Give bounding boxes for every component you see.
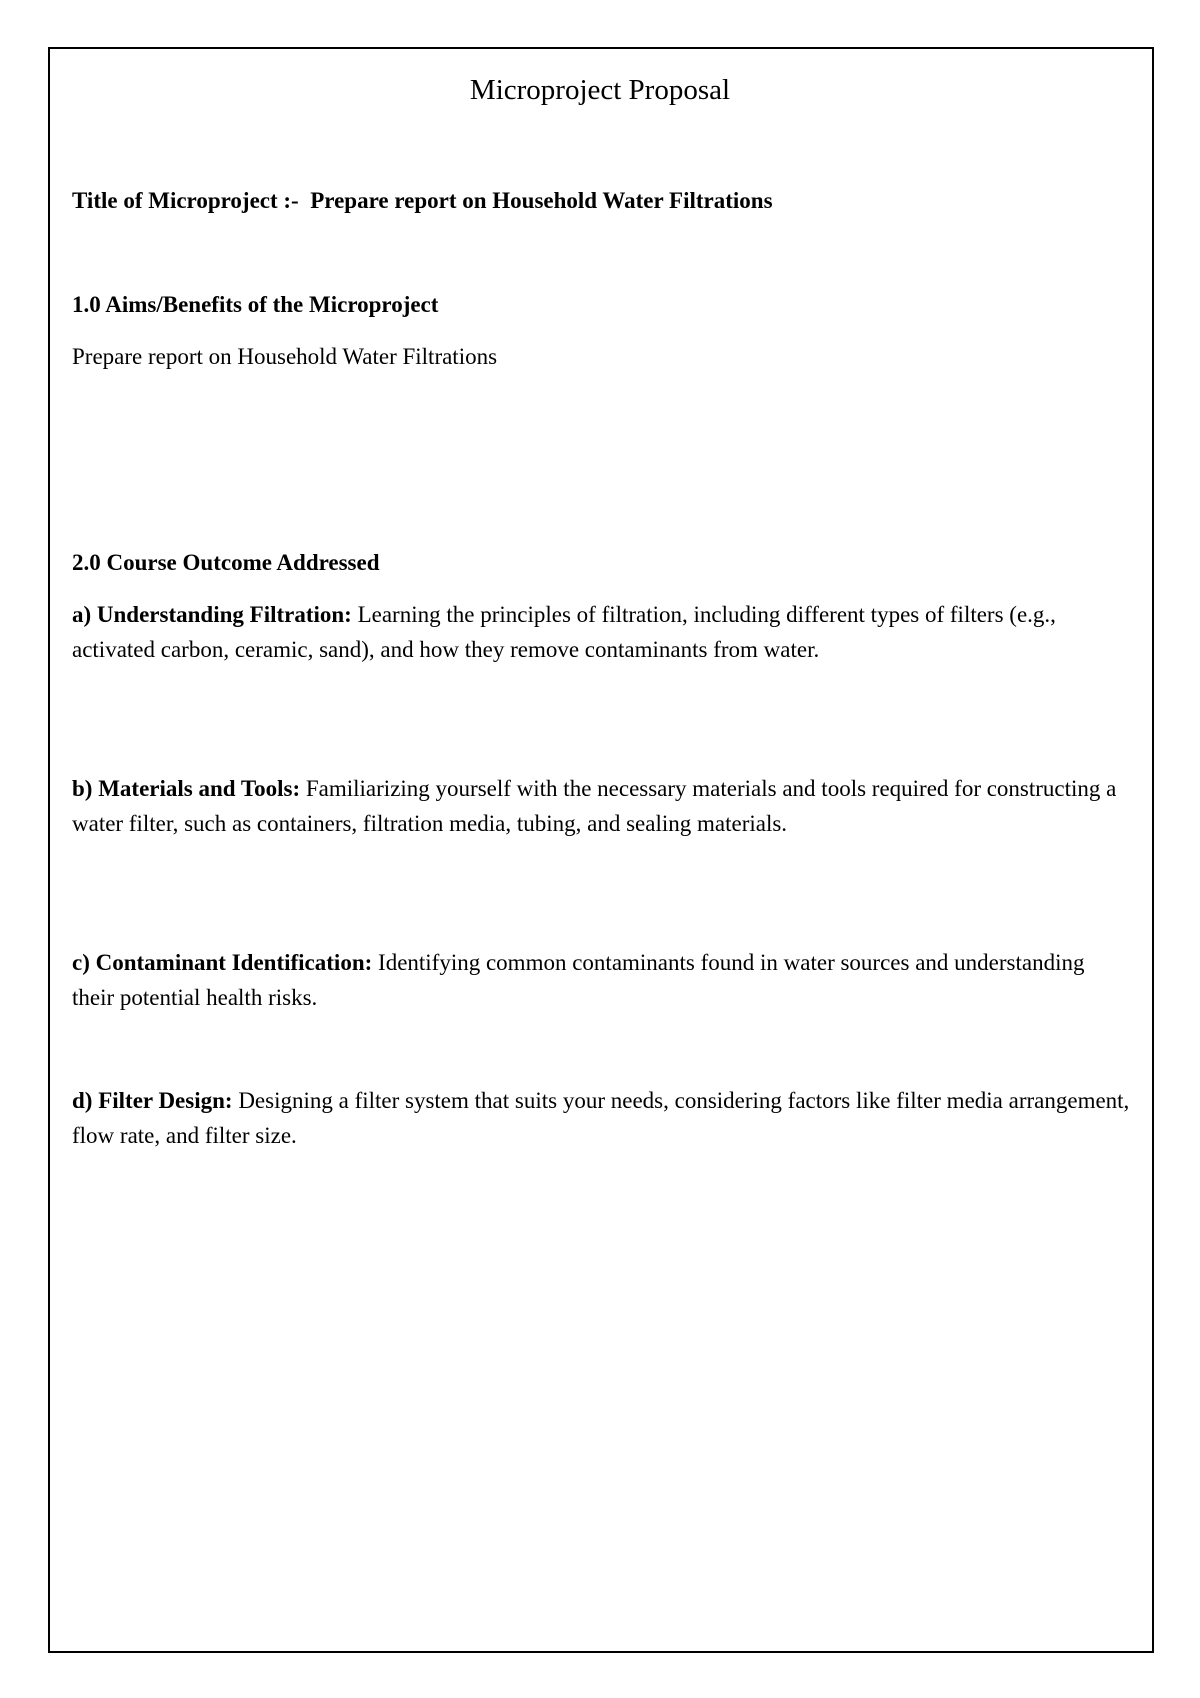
outcome-label: c) Contaminant Identification: — [72, 950, 373, 975]
outcome-item — [72, 597, 1132, 667]
page-border — [48, 47, 1154, 1653]
outcome-item — [72, 1083, 1132, 1153]
outcome-text: Learning the principles of filtration, including different types of filters (e.g., activated carbon, ceramic, sand), and how they remove contaminants from water. — [72, 602, 1056, 662]
outcome-text: Designing a filter system that suits your needs, considering factors like filter media arrangement, flow rate, and filter size. — [72, 1088, 1130, 1148]
aims-heading: 1.0 Aims/Benefits of the Microproject — [72, 292, 439, 317]
outcome-label: b) Materials and Tools: — [72, 776, 301, 801]
document-title: Microproject Proposal — [469, 74, 731, 106]
outcome-item — [72, 945, 1132, 1015]
course-outcome-heading: 2.0 Course Outcome Addressed — [72, 550, 380, 575]
outcome-label: a) Understanding Filtration: — [72, 602, 352, 627]
aims-text: Prepare report on Household Water Filtrations — [72, 344, 498, 369]
outcome-label: d) Filter Design: — [72, 1088, 233, 1113]
outcome-text: Identifying common contaminants found in water sources and understanding their potential health risks. — [72, 950, 1085, 1010]
outcome-item — [72, 771, 1132, 841]
project-title: Title of Microproject :- Prepare report on Household Water Filtrations — [72, 188, 773, 213]
outcome-text: Familiarizing yourself with the necessary materials and tools required for constructing a water filter, such as containers, filtration media, tubing, and sealing materials. — [72, 776, 1117, 836]
